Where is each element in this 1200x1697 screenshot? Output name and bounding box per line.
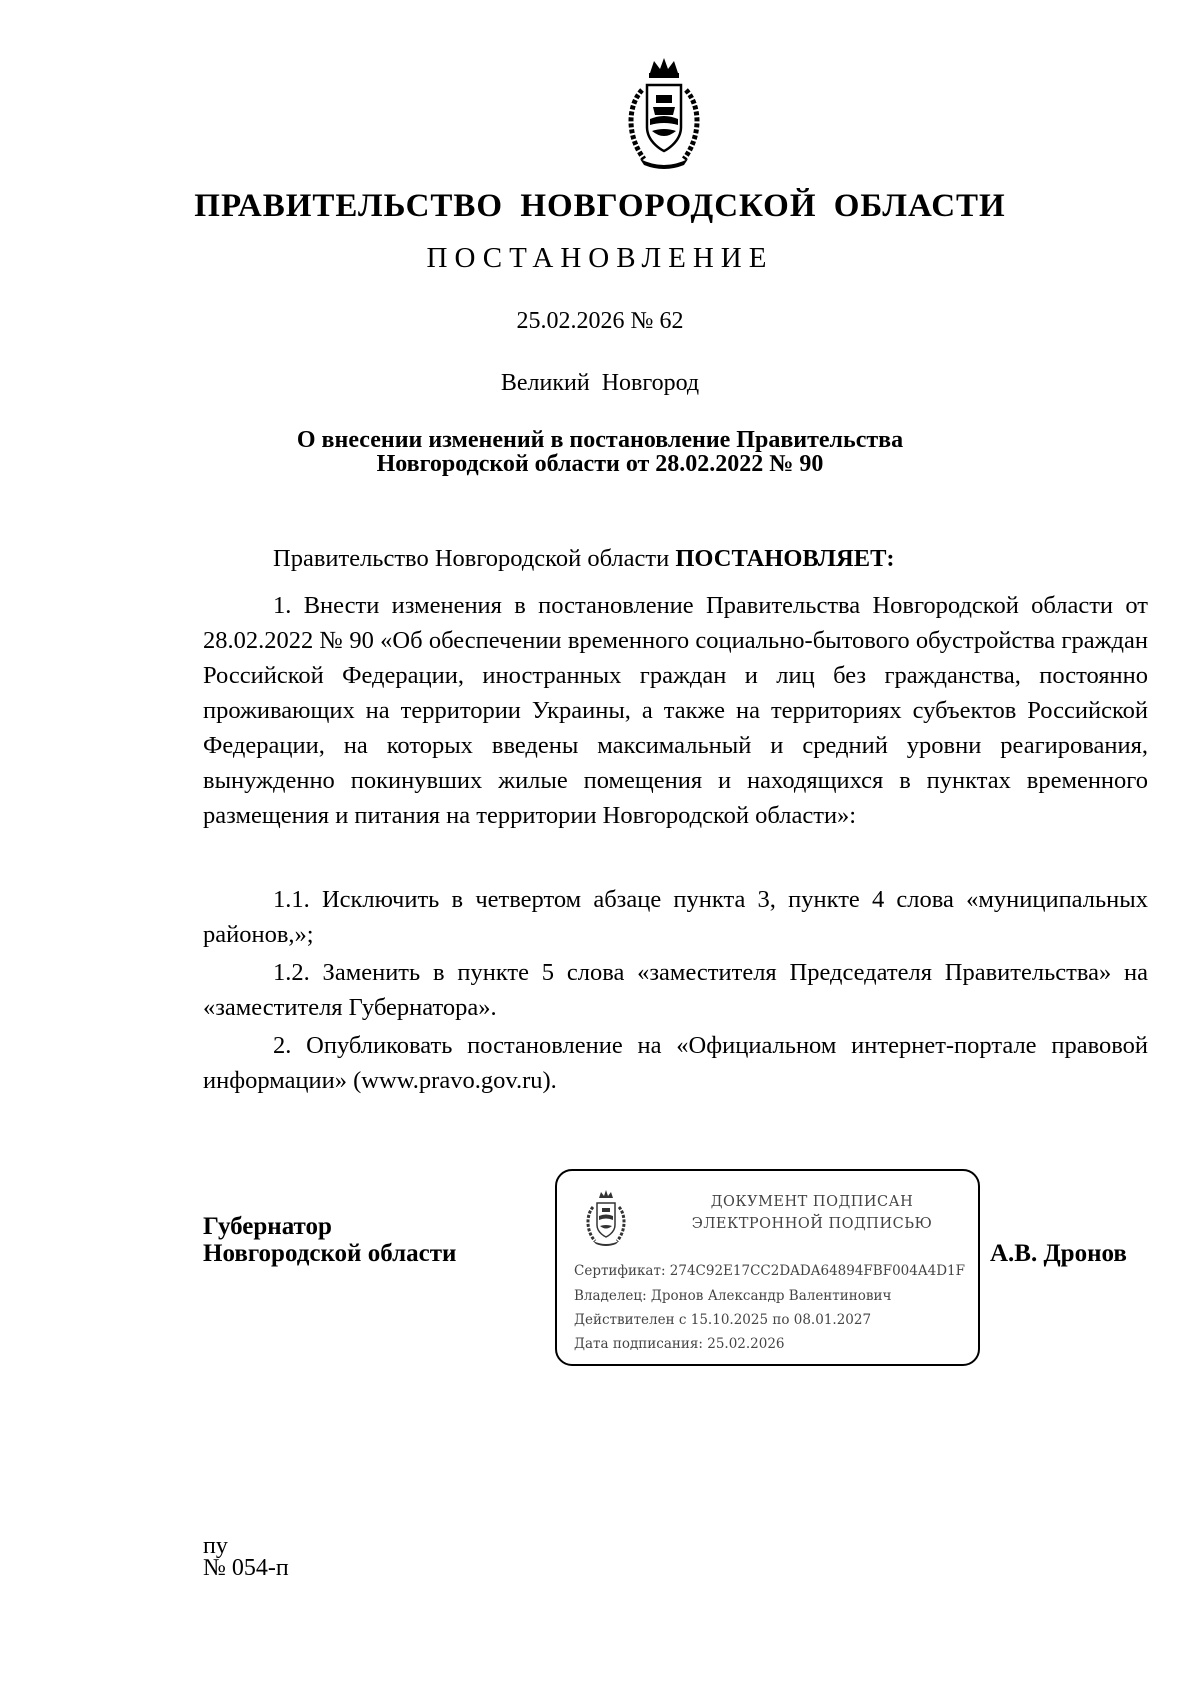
stamp-emblem-icon bbox=[583, 1189, 629, 1247]
footer-code-line-1: пу bbox=[203, 1533, 228, 1559]
stamp-heading bbox=[652, 1191, 972, 1235]
subject-line-1: О внесении изменений в постановление Правительства bbox=[296, 427, 904, 453]
signer-name: А.В. Дронов bbox=[990, 1240, 1127, 1267]
organization-title: ПРАВИТЕЛЬСТВО НОВГОРОДСКОЙ ОБЛАСТИ bbox=[194, 188, 1006, 224]
stamp-heading-line-2: ЭЛЕКТРОННОЙ ПОДПИСЬЮ bbox=[691, 1216, 933, 1232]
stamp-certificate: Сертификат: 274C92E17CC2DADA64894FBF004A4D1F bbox=[574, 1263, 965, 1279]
paragraph-1-2 bbox=[203, 955, 1148, 1025]
stamp-owner: Владелец: Дронов Александр Валентинович bbox=[574, 1288, 892, 1304]
preamble-resolves: ПОСТАНОВЛЯЕТ: bbox=[675, 545, 895, 572]
signer-position-line-1: Губернатор bbox=[203, 1213, 332, 1240]
coat-of-arms-emblem bbox=[620, 55, 708, 171]
document-subject bbox=[0, 428, 1200, 476]
paragraph-1-2-text: 1.2. Заменить в пункте 5 слова «заместителя Председателя Правительства» на «заместителя Губернатора». bbox=[203, 959, 1148, 1021]
paragraph-1-text: 1. Внести изменения в постановление Правительства Новгородской области от 28.02.2022 № 90 «Об обеспечении временного социально-бытового обустройства граждан Российской Федерации, иностранных граждан и лиц без гражданства, постоянно проживающих на территории Украины, а также на территориях субъектов Российской Федерации, на которых введены максимальный и средний уровни реагирования, вынужденно покинувших жилые помещения и находящихся в пунктах временного размещения и питания на территории Новгородской области»: bbox=[203, 592, 1148, 829]
electronic-signature-stamp bbox=[555, 1169, 980, 1366]
footer-code bbox=[203, 1535, 289, 1579]
paragraph-1-1 bbox=[203, 882, 1148, 952]
paragraph-1 bbox=[203, 588, 1148, 833]
preamble-text: Правительство Новгородской области bbox=[273, 545, 676, 572]
preamble bbox=[273, 541, 1148, 576]
paragraph-1-1-text: 1.1. Исключить в четвертом абзаце пункта 3, пункте 4 слова «муниципальных районов,»; bbox=[203, 886, 1148, 948]
document-type: ПОСТАНОВЛЕНИЕ bbox=[426, 242, 774, 274]
subject-line-2: Новгородской области от 28.02.2022 № 90 bbox=[376, 451, 824, 477]
document-date-number: 25.02.2026 № 62 bbox=[516, 308, 684, 334]
signer-position bbox=[203, 1213, 456, 1267]
stamp-validity: Действителен с 15.10.2025 по 08.01.2027 bbox=[574, 1312, 872, 1328]
stamp-signing-date: Дата подписания: 25.02.2026 bbox=[574, 1336, 785, 1352]
signer-position-line-2: Новгородской области bbox=[203, 1240, 457, 1267]
document-city: Великий Новгород bbox=[500, 370, 700, 396]
footer-code-line-2: № 054-п bbox=[203, 1555, 289, 1581]
stamp-heading-line-1: ДОКУМЕНТ ПОДПИСАН bbox=[710, 1194, 914, 1210]
paragraph-2-text: 2. Опубликовать постановление на «Официальном интернет-портале правовой информации» (www.pravo.gov.ru). bbox=[203, 1032, 1148, 1094]
paragraph-2 bbox=[203, 1028, 1148, 1098]
